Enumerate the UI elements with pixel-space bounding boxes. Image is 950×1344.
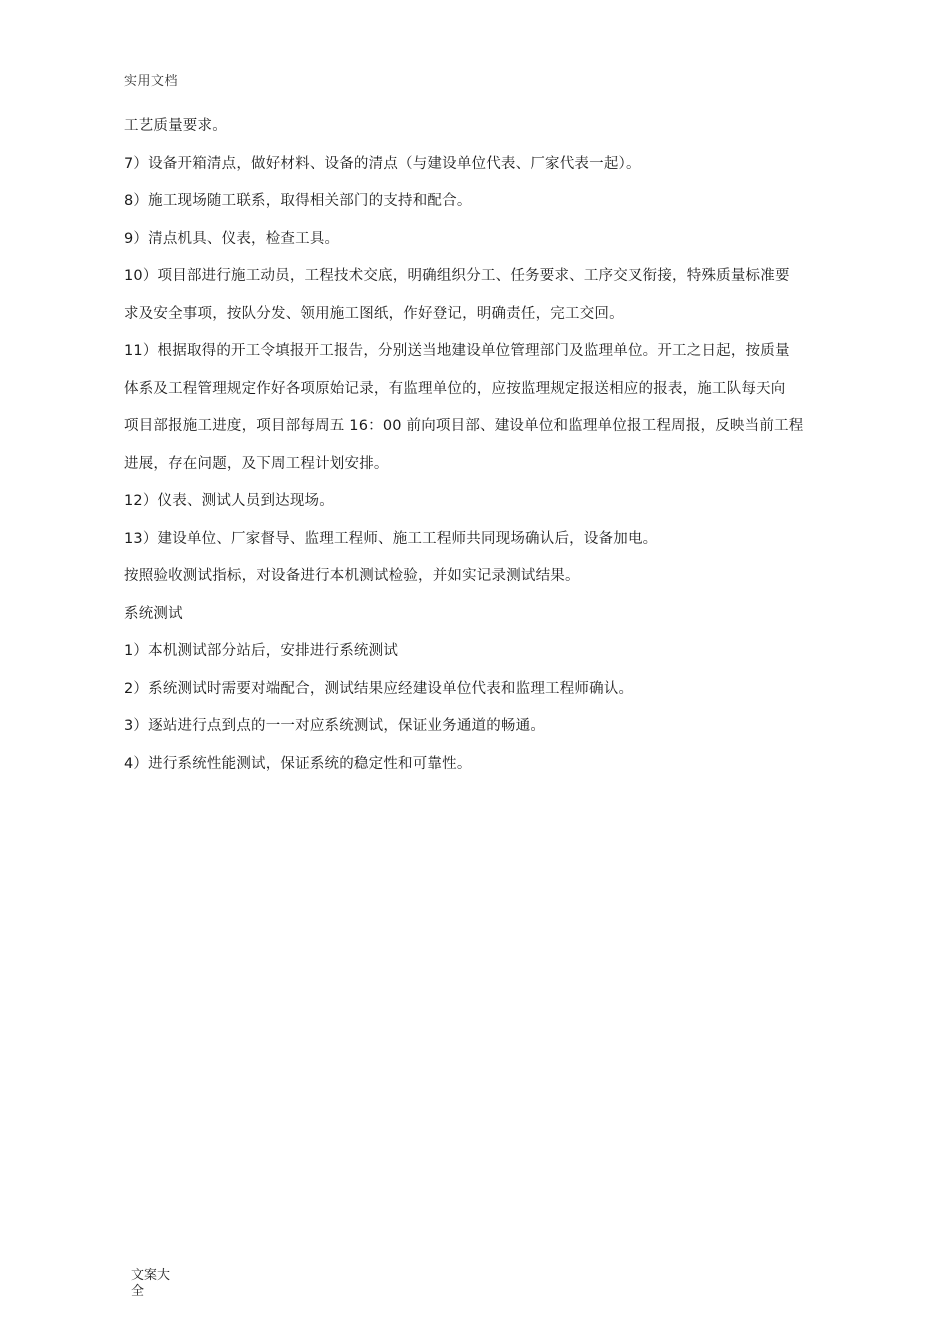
section-heading: 系统测试 (124, 605, 183, 622)
paragraph-line: 1）本机测试部分站后，安排进行系统测试 (124, 643, 399, 659)
paragraph-line: 工艺质量要求。 (124, 118, 227, 134)
page-header: 实用文档 (124, 74, 179, 89)
paragraph-line: 体系及工程管理规定作好各项原始记录，有监理单位的，应按监理规定报送相应的报表，施工队每天向 (124, 380, 786, 397)
paragraph-line: 13）建设单位、厂家督导、监理工程师、施工工程师共同现场确认后，设备加电。 (124, 530, 658, 547)
paragraph-line: 按照验收测试指标，对设备进行本机测试检验，并如实记录测试结果。 (124, 568, 580, 584)
paragraph-line: 求及安全事项，按队分发、领用施工图纸，作好登记，明确责任，完工交回。 (124, 305, 624, 322)
paragraph-line: 4）进行系统性能测试，保证系统的稳定性和可靠性。 (124, 755, 472, 772)
paragraph-line: 8）施工现场随工联系，取得相关部门的支持和配合。 (124, 193, 472, 209)
paragraph-line: 进展，存在问题，及下周工程计划安排。 (124, 455, 389, 472)
paragraph-line: 2）系统测试时需要对端配合，测试结果应经建设单位代表和监理工程师确认。 (124, 680, 634, 697)
paragraph-line: 项目部报施工进度，项目部每周五 16：00 前向项目部、建设单位和监理单位报工程周报，反映当前工程 (124, 418, 804, 434)
page-footer: 文案大全 (131, 1268, 171, 1299)
paragraph-line: 10）项目部进行施工动员，工程技术交底，明确组织分工、任务要求、工序交叉衔接，特殊质量标准要 (124, 268, 790, 284)
paragraph-line: 9）清点机具、仪表，检查工具。 (124, 230, 340, 247)
paragraph-line: 7）设备开箱清点，做好材料、设备的清点（与建设单位代表、厂家代表一起）。 (124, 155, 641, 172)
paragraph-line: 11）根据取得的开工令填报开工报告，分别送当地建设单位管理部门及监理单位。开工之日起，按质量 (124, 343, 790, 359)
paragraph-line: 3）逐站进行点到点的一一对应系统测试，保证业务通道的畅通。 (124, 718, 546, 734)
document-body (124, 108, 864, 783)
paragraph-line: 12）仪表、测试人员到达现场。 (124, 493, 334, 509)
